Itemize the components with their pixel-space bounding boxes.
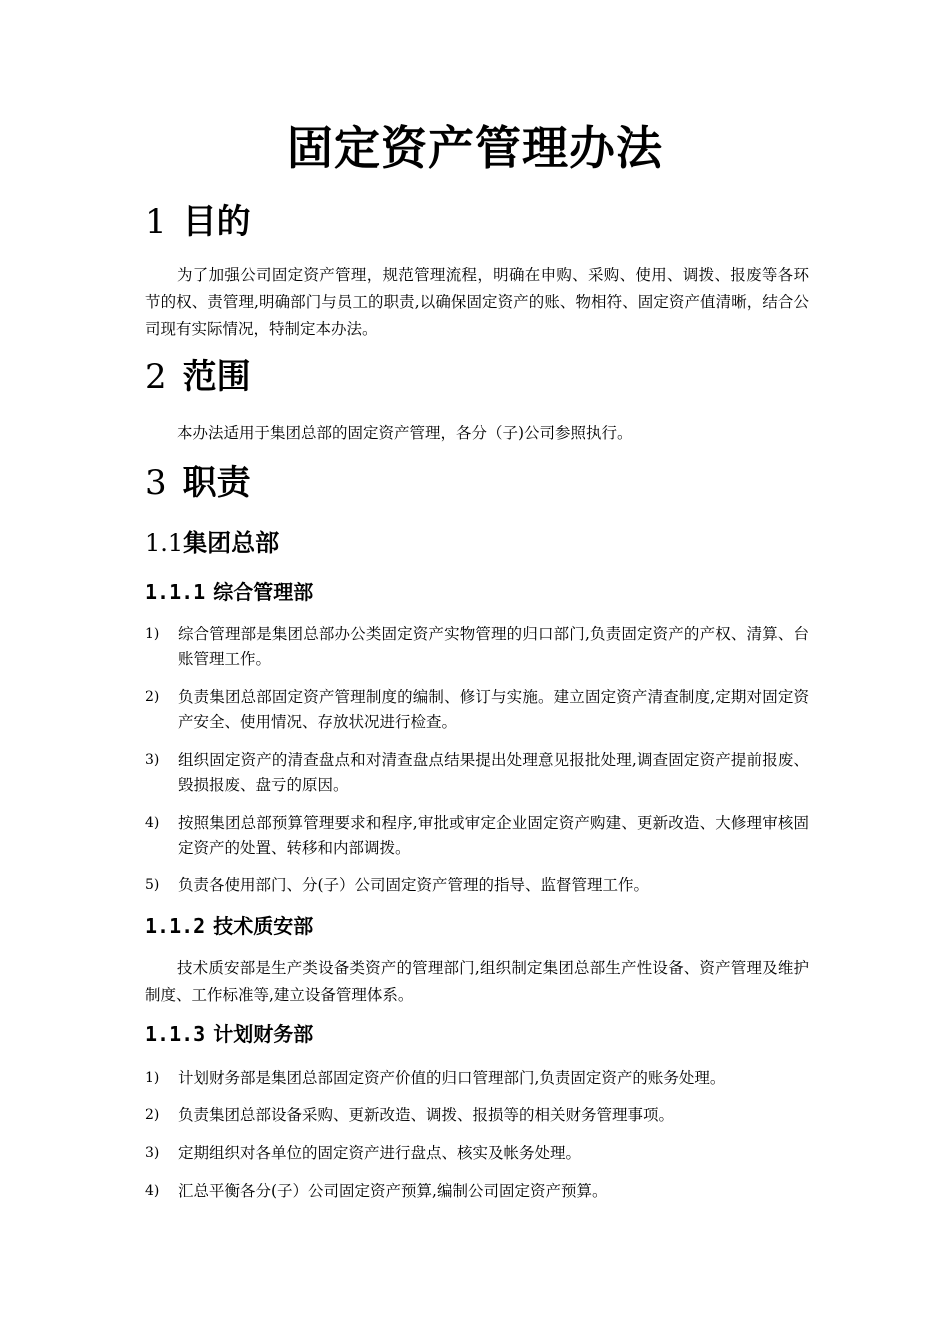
subsubsection-title: 技术质安部	[213, 914, 314, 938]
section-heading-duties	[145, 461, 251, 505]
list-item-text: 综合管理部是集团总部办公类固定资产实物管理的归口部门,负责固定资产的产权、清算、台账管理工作。	[178, 625, 809, 668]
list-item	[145, 748, 809, 798]
list-marker: 3)	[145, 1145, 160, 1161]
list-item	[145, 1179, 809, 1204]
subsubsection-heading-finance	[145, 1020, 313, 1048]
list-item-text: 定期组织对各单位的固定资产进行盘点、核实及帐务处理。	[178, 1144, 582, 1162]
list-item-text: 计划财务部是集团总部固定资产价值的归口管理部门,负责固定资产的账务处理。	[178, 1069, 726, 1087]
section-title: 职责	[182, 463, 251, 503]
section-number: 1	[145, 202, 167, 242]
list-marker: 4)	[145, 1183, 160, 1199]
list-item	[145, 1103, 809, 1128]
list-marker: 5)	[145, 877, 160, 893]
list-item	[145, 622, 809, 672]
list-item-text: 负责各使用部门、分(子）公司固定资产管理的指导、监督管理工作。	[178, 876, 650, 894]
list-item-text: 按照集团总部预算管理要求和程序,审批或审定企业固定资产购建、更新改造、大修理审核固定资产的处置、转移和内部调拨。	[178, 814, 809, 857]
list-item	[145, 1141, 809, 1166]
subsection-heading-hq	[145, 527, 279, 559]
list-item-text: 负责集团总部设备采购、更新改造、调拨、报损等的相关财务管理事项。	[178, 1106, 675, 1124]
list-marker: 3)	[145, 752, 160, 768]
list-marker: 4)	[145, 815, 160, 831]
subsubsection-title: 计划财务部	[213, 1022, 314, 1046]
section-number: 3	[145, 463, 167, 503]
list-marker: 1)	[145, 1070, 160, 1086]
list-item	[145, 1066, 809, 1091]
tech-paragraph: 技术质安部是生产类设备类资产的管理部门,组织制定集团总部生产性设备、资产管理及维护制度、工作标准等,建立设备管理体系。	[145, 959, 809, 1004]
list-item	[145, 873, 809, 898]
list-item	[145, 685, 809, 735]
section-heading-purpose	[145, 200, 251, 244]
list-marker: 2)	[145, 1107, 160, 1123]
list-item	[145, 811, 809, 861]
subsubsection-number: 1.1.1	[145, 580, 206, 604]
subsection-title: 集团总部	[183, 529, 280, 557]
section-heading-scope	[145, 355, 251, 399]
subsubsection-number: 1.1.2	[145, 914, 206, 938]
section-number: 2	[145, 357, 167, 397]
subsubsection-heading-tech	[145, 912, 313, 940]
list-marker: 1)	[145, 626, 160, 642]
document-title: 固定资产管理办法	[287, 121, 663, 175]
subsubsection-title: 综合管理部	[213, 580, 314, 604]
list-marker: 2)	[145, 689, 160, 705]
list-item-text: 汇总平衡各分(子）公司固定资产预算,编制公司固定资产预算。	[178, 1182, 608, 1200]
section-title: 目的	[182, 202, 251, 242]
purpose-paragraph: 为了加强公司固定资产管理，规范管理流程，明确在申购、采购、使用、调拨、报废等各环节的权、责管理,明确部门与员工的职责,以确保固定资产的账、物相符、固定资产值清晰，结合公司现有实际情况，特制定本办法。	[145, 266, 809, 338]
subsubsection-number: 1.1.3	[145, 1022, 206, 1046]
scope-paragraph: 本办法适用于集团总部的固定资产管理，各分（子)公司参照执行。	[177, 424, 633, 442]
subsubsection-heading-admin	[145, 578, 313, 606]
section-title: 范围	[182, 357, 251, 397]
list-item-text: 组织固定资产的清查盘点和对清查盘点结果提出处理意见报批处理,调查固定资产提前报废、毁损报废、盘亏的原因。	[178, 751, 809, 794]
subsection-number: 1.1	[145, 529, 184, 557]
list-item-text: 负责集团总部固定资产管理制度的编制、修订与实施。建立固定资产清查制度,定期对固定资产安全、使用情况、存放状况进行检查。	[178, 688, 809, 731]
